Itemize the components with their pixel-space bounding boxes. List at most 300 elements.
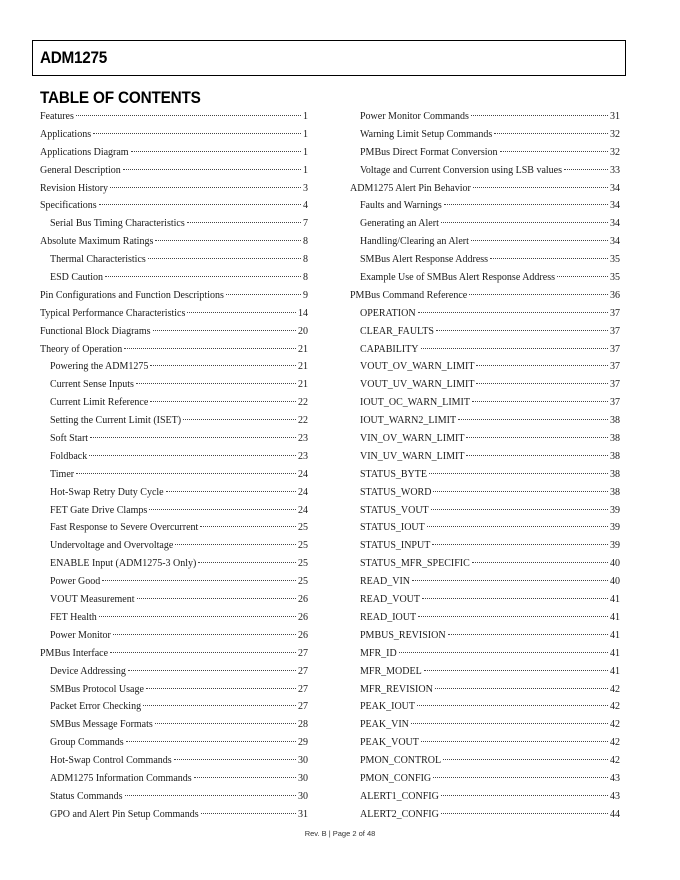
dot-leader: [200, 526, 296, 527]
dot-leader: [441, 222, 608, 223]
toc-entry-title: Features: [40, 111, 74, 122]
toc-entry[interactable]: [40, 466, 308, 484]
toc-column-left: [40, 108, 308, 824]
toc-entry-title: STATUS_WORD: [360, 486, 432, 498]
toc-entry-title: Power Monitor: [50, 629, 111, 641]
dot-leader: [448, 634, 608, 635]
dot-leader: [226, 294, 301, 295]
toc-entry-page: 38: [610, 486, 620, 498]
toc-entry[interactable]: [350, 698, 620, 716]
dot-leader: [194, 777, 296, 778]
toc-entry[interactable]: [40, 144, 308, 162]
dot-leader: [431, 509, 608, 510]
toc-entry[interactable]: [350, 358, 620, 376]
toc-entry-title: ALERT2_CONFIG: [360, 808, 439, 820]
toc-entry[interactable]: [40, 269, 308, 287]
toc-entry-title: ESD Caution: [50, 272, 104, 284]
toc-entry-title: PMBUS_REVISION: [360, 629, 446, 641]
toc-entry[interactable]: [40, 412, 308, 430]
toc-entry[interactable]: [40, 752, 308, 770]
toc-entry-page: 37: [610, 379, 620, 391]
toc-entry-page: 29: [298, 737, 308, 749]
toc-entry[interactable]: [40, 627, 308, 645]
toc-entry[interactable]: [350, 269, 620, 287]
dot-leader: [150, 365, 296, 366]
toc-entry-title: PEAK_IOUT: [360, 701, 415, 713]
toc-entry-page: 42: [610, 755, 620, 767]
toc-column-right: [350, 108, 620, 824]
toc-entry[interactable]: [350, 180, 620, 198]
dot-leader: [490, 258, 608, 259]
toc-entry-page: 24: [298, 504, 308, 516]
toc-entry[interactable]: [350, 734, 620, 752]
toc-entry[interactable]: [40, 126, 308, 144]
toc-entry[interactable]: [350, 448, 620, 466]
dot-leader: [421, 741, 608, 742]
toc-entry-title: PEAK_VOUT: [360, 737, 419, 749]
toc-entry-page: 34: [610, 200, 620, 212]
toc-entry-page: 28: [298, 719, 308, 731]
header-box: [32, 40, 626, 76]
toc-entry-title: PMON_CONTROL: [360, 755, 442, 767]
toc-entry-page: 32: [610, 146, 620, 158]
toc-entry-title: VOUT_UV_WARN_LIMIT: [360, 379, 475, 391]
toc-entry[interactable]: [40, 323, 308, 341]
toc-entry-page: 21: [298, 379, 308, 391]
dot-leader: [466, 437, 608, 438]
toc-entry[interactable]: [40, 108, 308, 126]
toc-entry[interactable]: [350, 752, 620, 770]
toc-entry[interactable]: [40, 555, 308, 573]
toc-entry-page: 41: [610, 594, 620, 606]
toc-entry-page: 34: [610, 218, 620, 230]
toc-entry-page: 32: [610, 128, 620, 140]
toc-entry-page: 3: [303, 182, 308, 194]
toc-entry-title: Hot-Swap Control Commands: [50, 755, 172, 767]
dot-leader: [472, 401, 608, 402]
toc-entry-page: 44: [610, 808, 620, 820]
toc-entry[interactable]: [40, 716, 308, 734]
toc-entry[interactable]: [350, 233, 620, 251]
toc-entry[interactable]: [350, 305, 620, 323]
toc-entry-page: 40: [610, 558, 620, 570]
dot-leader: [417, 705, 608, 706]
dot-leader: [436, 330, 608, 331]
dot-leader: [124, 348, 296, 349]
toc-entry-page: 26: [298, 611, 308, 623]
dot-leader: [175, 544, 296, 545]
toc-entry-page: 37: [610, 343, 620, 355]
toc-entry-title: Thermal Characteristics: [50, 254, 146, 266]
dot-leader: [136, 383, 296, 384]
dot-leader: [143, 705, 296, 706]
toc-entry[interactable]: [40, 448, 308, 466]
toc-entry[interactable]: [350, 519, 620, 537]
toc-entry-page: 43: [610, 790, 620, 802]
dot-leader: [473, 187, 608, 188]
toc-entry-page: 31: [610, 111, 620, 122]
toc-entry-page: 34: [610, 236, 620, 248]
toc-entry[interactable]: [40, 197, 308, 215]
toc-entry-page: 7: [303, 218, 308, 230]
toc-entry[interactable]: [40, 806, 308, 824]
dot-leader: [201, 813, 296, 814]
toc-entry-page: 37: [610, 397, 620, 409]
toc-entry-page: 38: [610, 415, 620, 427]
dot-leader: [126, 741, 296, 742]
toc-entry[interactable]: [350, 251, 620, 269]
toc-entry-title: Foldback: [50, 450, 88, 462]
toc-entry-title: STATUS_IOUT: [360, 522, 425, 534]
dot-leader: [421, 348, 608, 349]
toc-entry-page: 39: [610, 522, 620, 534]
toc-entry-title: Theory of Operation: [40, 343, 123, 355]
dot-leader: [433, 777, 608, 778]
toc-entry-page: 1: [303, 128, 308, 140]
toc-entry-page: 42: [610, 719, 620, 731]
toc-entry[interactable]: [40, 305, 308, 323]
toc-entry[interactable]: [40, 734, 308, 752]
toc-entry[interactable]: [350, 162, 620, 180]
toc-entry[interactable]: [350, 412, 620, 430]
toc-entry-title: ADM1275 Information Commands: [50, 772, 192, 784]
toc-entry[interactable]: [350, 573, 620, 591]
toc-entry[interactable]: [40, 591, 308, 609]
toc-entry-page: 23: [298, 433, 308, 445]
toc-entry-title: VOUT Measurement: [50, 594, 135, 606]
toc-entry-page: 41: [610, 665, 620, 677]
toc-entry[interactable]: [40, 681, 308, 699]
toc-entry-page: 24: [298, 486, 308, 498]
toc-entry-title: IOUT_OC_WARN_LIMIT: [360, 397, 470, 409]
dot-leader: [99, 616, 296, 617]
toc-entry[interactable]: [350, 197, 620, 215]
toc-entry-page: 41: [610, 611, 620, 623]
toc-entry-page: 37: [610, 307, 620, 319]
toc-entry[interactable]: [40, 287, 308, 305]
toc-entry-page: 25: [298, 540, 308, 552]
toc-entry[interactable]: [350, 609, 620, 627]
toc-entry[interactable]: [40, 233, 308, 251]
toc-entry-title: ADM1275 Alert Pin Behavior: [350, 182, 471, 194]
toc-entry-title: PMON_CONFIG: [360, 772, 432, 784]
toc-entry-page: 27: [298, 647, 308, 659]
toc-entry-page: 25: [298, 558, 308, 570]
toc-entry-page: 34: [610, 182, 620, 194]
toc-entry-title: Fast Response to Severe Overcurrent: [50, 522, 199, 534]
toc-entry-title: Applications: [40, 128, 92, 140]
toc-heading: TABLE OF CONTENTS: [40, 88, 201, 107]
toc-entry[interactable]: [350, 681, 620, 699]
toc-entry-title: Hot-Swap Retry Duty Cycle: [50, 486, 164, 498]
dot-leader: [110, 187, 301, 188]
toc-entry[interactable]: [40, 180, 308, 198]
dot-leader: [435, 688, 608, 689]
toc-entry-page: 38: [610, 468, 620, 480]
toc-entry-title: Revision History: [40, 182, 109, 194]
toc-entry[interactable]: [40, 537, 308, 555]
dot-leader: [444, 204, 608, 205]
toc-entry-page: 23: [298, 450, 308, 462]
toc-entry-title: Power Monitor Commands: [360, 111, 469, 122]
toc-entry[interactable]: [350, 806, 620, 824]
toc-entry[interactable]: [350, 716, 620, 734]
toc-entry-page: 41: [610, 647, 620, 659]
dot-leader: [110, 652, 296, 653]
toc-entry-title: Faults and Warnings: [360, 200, 442, 212]
dot-leader: [411, 723, 608, 724]
toc-entry-title: PMBus Interface: [40, 647, 109, 659]
toc-entry-title: Serial Bus Timing Characteristics: [50, 218, 185, 230]
toc-entry-page: 26: [298, 629, 308, 641]
toc-entry-page: 8: [303, 236, 308, 248]
toc-entry[interactable]: [350, 627, 620, 645]
toc-entry-title: SMBus Message Formats: [50, 719, 153, 731]
dot-leader: [432, 544, 608, 545]
dot-leader: [93, 133, 301, 134]
toc-entry[interactable]: [40, 609, 308, 627]
toc-entry-title: Typical Performance Characteristics: [40, 307, 186, 319]
toc-entry[interactable]: [350, 323, 620, 341]
toc-entry[interactable]: [40, 502, 308, 520]
toc-entry-page: 21: [298, 361, 308, 373]
dot-leader: [476, 383, 608, 384]
toc-entry-title: Example Use of SMBus Alert Response Address: [360, 272, 555, 284]
toc-entry[interactable]: [350, 287, 620, 305]
dot-leader: [146, 688, 296, 689]
toc-entry-page: 4: [303, 200, 308, 212]
toc-entry-title: FET Health: [50, 611, 97, 623]
dot-leader: [148, 258, 301, 259]
dot-leader: [458, 419, 608, 420]
dot-leader: [149, 509, 296, 510]
toc-entry-page: 42: [610, 683, 620, 695]
document-title: ADM1275: [40, 48, 107, 67]
toc-entry[interactable]: [40, 215, 308, 233]
toc-entry[interactable]: [350, 108, 620, 126]
toc-entry-page: 35: [610, 272, 620, 284]
toc-entry-page: 38: [610, 433, 620, 445]
toc-entry-page: 38: [610, 450, 620, 462]
dot-leader: [399, 652, 608, 653]
toc-entry[interactable]: [350, 591, 620, 609]
dot-leader: [441, 795, 608, 796]
toc-entry[interactable]: [40, 770, 308, 788]
dot-leader: [183, 419, 296, 420]
toc-entry-title: Packet Error Checking: [50, 701, 142, 713]
toc-entry-title: Voltage and Current Conversion using LSB values: [360, 164, 563, 176]
toc-entry-title: GPO and Alert Pin Setup Commands: [50, 808, 199, 820]
toc-entry-title: STATUS_BYTE: [360, 468, 427, 480]
dot-leader: [466, 455, 608, 456]
toc-entry[interactable]: [40, 358, 308, 376]
dot-leader: [76, 473, 296, 474]
toc-entry-page: 14: [298, 307, 308, 319]
dot-leader: [494, 133, 608, 134]
toc-entry[interactable]: [350, 484, 620, 502]
toc-entry[interactable]: [350, 555, 620, 573]
toc-entry-title: MFR_ID: [360, 647, 397, 659]
dot-leader: [198, 562, 296, 563]
dot-leader: [443, 759, 608, 760]
toc-entry-page: 30: [298, 755, 308, 767]
toc-entry-page: 33: [610, 164, 620, 176]
dot-leader: [500, 151, 609, 152]
toc-entry[interactable]: [350, 376, 620, 394]
toc-entry-page: 26: [298, 594, 308, 606]
toc-entry-page: 1: [303, 111, 308, 122]
toc-entry-title: VIN_UV_WARN_LIMIT: [360, 450, 465, 462]
dot-leader: [472, 562, 608, 563]
toc-entry[interactable]: [350, 788, 620, 806]
toc-entry-title: Absolute Maximum Ratings: [40, 236, 154, 248]
dot-leader: [99, 204, 301, 205]
toc-entry[interactable]: [350, 663, 620, 681]
toc-entry[interactable]: [350, 394, 620, 412]
toc-entry-page: 35: [610, 254, 620, 266]
toc-entry-title: Setting the Current Limit (ISET): [50, 415, 182, 427]
dot-leader: [564, 169, 608, 170]
toc-entry-page: 40: [610, 576, 620, 588]
dot-leader: [89, 455, 296, 456]
toc-entry-title: PMBus Direct Format Conversion: [360, 146, 498, 158]
toc-entry[interactable]: [350, 466, 620, 484]
toc-entry-page: 21: [298, 343, 308, 355]
toc-entry[interactable]: [40, 698, 308, 716]
toc-entry-page: 30: [298, 790, 308, 802]
toc-entry-title: Warning Limit Setup Commands: [360, 128, 493, 140]
toc-entry-title: Applications Diagram: [40, 146, 129, 158]
toc-entry[interactable]: [350, 126, 620, 144]
dot-leader: [102, 580, 296, 581]
toc-entry[interactable]: [350, 502, 620, 520]
toc-entry-title: CAPABILITY: [360, 343, 419, 355]
toc-entry-title: PEAK_VIN: [360, 719, 409, 731]
toc-entry[interactable]: [40, 376, 308, 394]
toc-entry-title: Power Good: [50, 576, 101, 588]
dot-leader: [123, 169, 301, 170]
toc-entry-page: 1: [303, 146, 308, 158]
toc-entry[interactable]: [40, 788, 308, 806]
dot-leader: [187, 312, 296, 313]
toc-entry-title: Status Commands: [50, 790, 123, 802]
toc-entry[interactable]: [40, 484, 308, 502]
toc-entry-page: 8: [303, 254, 308, 266]
toc-entry-title: Pin Configurations and Function Descriptions: [40, 289, 224, 301]
toc-entry-title: Current Limit Reference: [50, 397, 149, 409]
toc-entry-title: VIN_OV_WARN_LIMIT: [360, 433, 465, 445]
toc-entry-title: SMBus Alert Response Address: [360, 254, 489, 266]
toc-entry-title: VOUT_OV_WARN_LIMIT: [360, 361, 475, 373]
toc-entry[interactable]: [350, 770, 620, 788]
toc-entry[interactable]: [40, 430, 308, 448]
toc-entry-title: FET Gate Drive Clamps: [50, 504, 148, 516]
toc-entry-title: STATUS_MFR_SPECIFIC: [360, 558, 470, 570]
toc-entry-page: 39: [610, 504, 620, 516]
toc-entry[interactable]: [40, 341, 308, 359]
dot-leader: [422, 598, 608, 599]
dot-leader: [76, 115, 301, 116]
toc-entry-page: 37: [610, 361, 620, 373]
dot-leader: [137, 598, 296, 599]
toc-entry-title: READ_IOUT: [360, 611, 417, 623]
dot-leader: [412, 580, 608, 581]
dot-leader: [418, 312, 608, 313]
toc-entry[interactable]: [40, 251, 308, 269]
toc-entry-page: 27: [298, 701, 308, 713]
toc-entry[interactable]: [350, 537, 620, 555]
dot-leader: [174, 759, 296, 760]
toc-entry-page: 20: [298, 325, 308, 337]
toc-entry[interactable]: [350, 645, 620, 663]
toc-entry[interactable]: [40, 573, 308, 591]
toc-entry-page: 27: [298, 683, 308, 695]
toc-entry-title: Current Sense Inputs: [50, 379, 134, 391]
dot-leader: [441, 813, 608, 814]
toc-entry[interactable]: [350, 341, 620, 359]
toc-entry-page: 1: [303, 164, 308, 176]
toc-entry[interactable]: [40, 519, 308, 537]
dot-leader: [471, 240, 608, 241]
toc-entry-page: 39: [610, 540, 620, 552]
toc-entry[interactable]: [350, 144, 620, 162]
toc-entry[interactable]: [350, 430, 620, 448]
dot-leader: [433, 491, 608, 492]
toc-entry[interactable]: [350, 215, 620, 233]
toc-entry-title: OPERATION: [360, 307, 416, 319]
toc-entry-page: 42: [610, 701, 620, 713]
toc-entry-title: Generating an Alert: [360, 218, 439, 230]
dot-leader: [427, 526, 608, 527]
dot-leader: [90, 437, 296, 438]
toc-entry-page: 30: [298, 772, 308, 784]
dot-leader: [131, 151, 301, 152]
toc-entry-title: Group Commands: [50, 737, 124, 749]
toc-entry-title: ALERT1_CONFIG: [360, 790, 439, 802]
dot-leader: [150, 401, 296, 402]
toc-entry-title: MFR_MODEL: [360, 665, 422, 677]
dot-leader: [471, 115, 608, 116]
toc-entry-page: 22: [298, 397, 308, 409]
toc-entry-page: 25: [298, 576, 308, 588]
toc-entry-title: Handling/Clearing an Alert: [360, 236, 469, 248]
toc-entry-title: Soft Start: [50, 433, 89, 445]
toc-entry-title: Undervoltage and Overvoltage: [50, 540, 174, 552]
dot-leader: [476, 365, 608, 366]
dot-leader: [557, 276, 608, 277]
dot-leader: [125, 795, 296, 796]
toc-entry-page: 37: [610, 325, 620, 337]
toc-entry-page: 43: [610, 772, 620, 784]
dot-leader: [113, 634, 296, 635]
dot-leader: [418, 616, 608, 617]
toc-entry[interactable]: [40, 645, 308, 663]
toc-entry-page: 22: [298, 415, 308, 427]
toc-entry-title: Specifications: [40, 200, 97, 212]
toc-entry-title: Timer: [50, 468, 75, 480]
toc-entry-title: STATUS_VOUT: [360, 504, 429, 516]
toc-entry-title: Functional Block Diagrams: [40, 325, 151, 337]
dot-leader: [128, 670, 296, 671]
dot-leader: [166, 491, 296, 492]
toc-entry[interactable]: [40, 162, 308, 180]
toc-entry-page: 25: [298, 522, 308, 534]
toc-entry[interactable]: [40, 394, 308, 412]
toc-entry[interactable]: [40, 663, 308, 681]
toc-entry-title: READ_VIN: [360, 576, 410, 588]
toc-entry-title: Device Addressing: [50, 665, 126, 677]
toc-entry-title: CLEAR_FAULTS: [360, 325, 434, 337]
